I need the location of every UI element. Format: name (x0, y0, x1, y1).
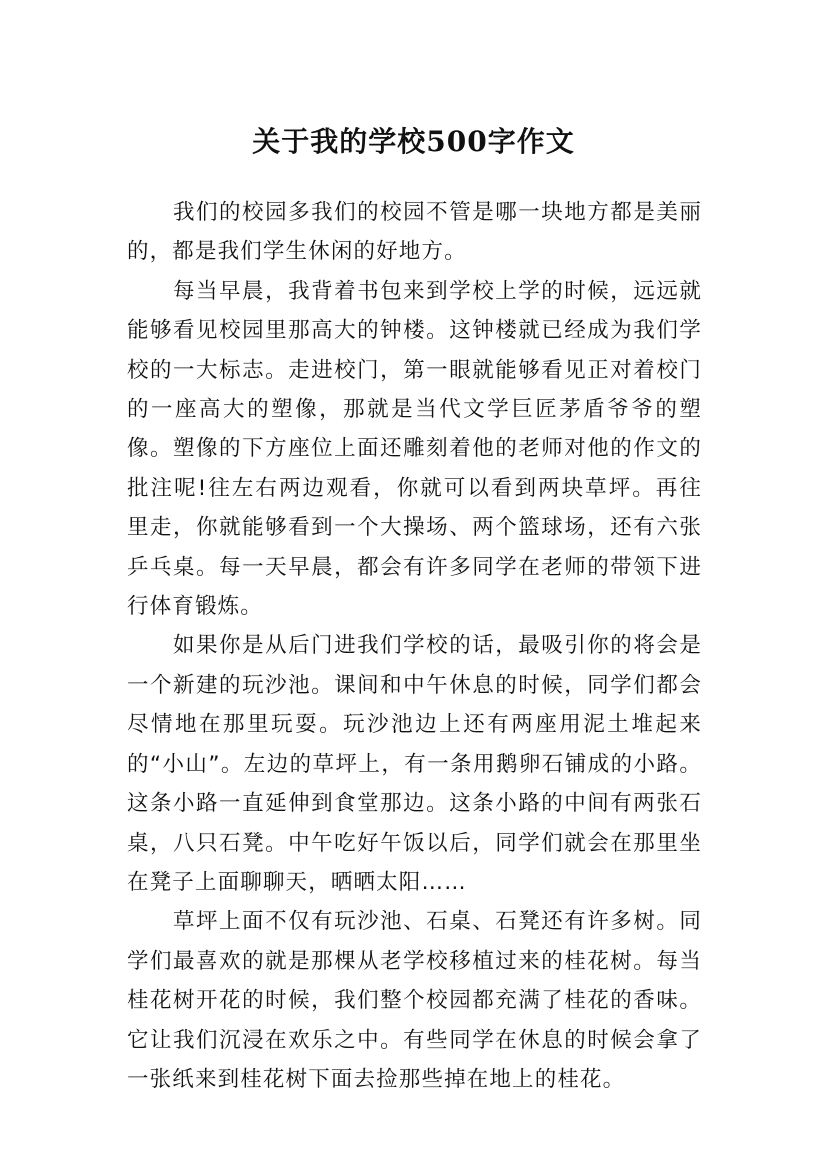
paragraph-2: 每当早晨，我背着书包来到学校上学的时候，远远就能够看见校园里那高大的钟楼。这钟楼就已经成为我们学校的一大标志。走进校门，第一眼就能够看见正对着校门的一座高大的塑像，那就是当代文学巨匠茅盾爷爷的塑像。塑像的下方座位上面还雕刻着他的老师对他的作文的批注呢!往左右两边观看，你就可以看到两块草坪。再往里走，你就能够看到一个大操场、两个篮球场，还有六张乒乓桌。每一天早晨，都会有许多同学在老师的带领下进行体育锻炼。 (127, 278, 702, 620)
paragraph-3: 如果你是从后门进我们学校的话，最吸引你的将会是一个新建的玩沙池。课间和中午休息的时候，同学们都会尽情地在那里玩耍。玩沙池边上还有两座用泥土堆起来的“小山”。左边的草坪上，有一条用鹅卵石铺成的小路。这条小路一直延伸到食堂那边。这条小路的中间有两张石桌，八只石凳。中午吃好午饭以后，同学们就会在那里坐在凳子上面聊聊天，晒晒太阳…… (127, 633, 702, 895)
document-title: 关于我的学校500字作文 (252, 124, 575, 158)
paragraph-4: 草坪上面不仅有玩沙池、石桌、石凳还有许多树。同学们最喜欢的就是那棵从老学校移植过来的桂花树。每当桂花树开花的时候，我们整个校园都充满了桂花的香味。它让我们沉浸在欢乐之中。有些同学在休息的时候会拿了一张纸来到桂花树下面去捡那些掉在地上的桂花。 (127, 909, 702, 1092)
paragraph-1: 我们的校园多我们的校园不管是哪一块地方都是美丽的，都是我们学生休闲的好地方。 (127, 200, 702, 265)
document-body (127, 193, 702, 1099)
